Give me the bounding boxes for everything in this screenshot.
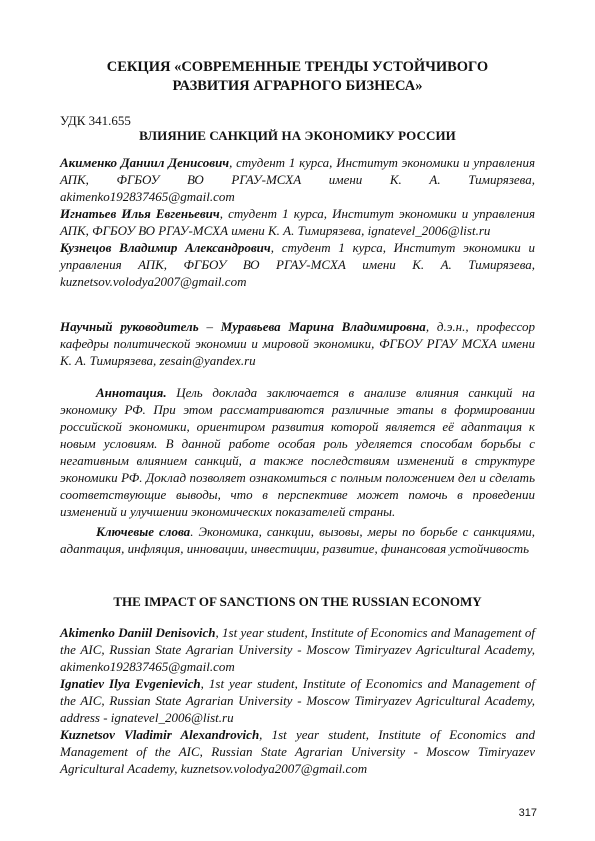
author-name-en: Kuznetsov Vladimir Alexandrovich — [60, 727, 260, 742]
author-name: Кузнецов Владимир Александрович — [60, 240, 271, 255]
author-name-en: Ignatiev Ilya Evgenievich — [60, 676, 201, 691]
abstract-label: Аннотация. — [96, 385, 167, 400]
supervisor-dash: – — [198, 319, 221, 334]
authors-en — [60, 624, 535, 777]
page-number: 317 — [518, 807, 537, 819]
keywords — [60, 523, 535, 557]
author-name: Игнатьев Илья Евгеньевич — [60, 206, 220, 221]
article-title-en: THE IMPACT OF SANCTIONS ON THE RUSSIAN ECONOMY — [113, 594, 482, 609]
section-title-line-1: СЕКЦИЯ «СОВРЕМЕННЫЕ ТРЕНДЫ УСТОЙЧИВОГО — [106, 59, 489, 75]
author-details: , студент 1 курса, Институт экономики и управления АПК, ФГБОУ ВО РГАУ-МСХА имени К. А. Тимирязева, akimenko192837465@gmail.com — [60, 155, 535, 204]
author-name-en: Akimenko Daniil Denisovich — [60, 625, 216, 640]
supervisor — [60, 318, 535, 369]
author-entry-en — [60, 675, 535, 726]
udc-code: УДК 341.655 — [60, 113, 131, 128]
supervisor-name: Муравьева Марина Владимировна — [220, 319, 426, 334]
author-details: , студент 1 курса, Институт экономики и управления АПК, ФГБОУ ВО РГАУ-МСХА имени К. А. Тимирязева, kuznetsov.volodya2007@gmail.com — [60, 240, 536, 289]
author-details-en: , 1st year student, Institute of Economics and Management of the AIC, Russian State Agrarian University - Moscow Timiryazev Agricultural Academy, address - ignatevel_2006@list.ru — [60, 676, 535, 725]
supervisor-details: , д.э.н., профессор кафедры политической экономии и мировой экономики, ФГБОУ РГАУ МСХА имени К. А. Тимирязева, zesain@yandex.ru — [60, 319, 535, 368]
author-entry-en — [60, 726, 535, 777]
author-name: Акименко Даниил Денисович — [60, 155, 230, 170]
article-title-ru: ВЛИЯНИЕ САНКЦИЙ НА ЭКОНОМИКУ РОССИИ — [139, 128, 456, 143]
section-title-line-2: РАЗВИТИЯ АГРАРНОГО БИЗНЕСА» — [172, 78, 423, 94]
abstract-text: Цель доклада заключается в анализе влияния санкций на экономику РФ. При этом рассматриваются различные этапы в формировании российской экономики, ориентиром развития которой является её адаптация к новым условиям. В данной работе особая роль уделяется способам борьбы с негативным влиянием санкций, а также последствиям изменений в структуре экономики РФ. Доклад позволяет ознакомиться с полным положением дел и сделать соответствующие выводы, что в перспективе может помочь в проведении изменений и улучшении экономических показателей страны. — [60, 385, 535, 519]
keywords-text: . Экономика, санкции, вызовы, меры по борьбе с санкциями, адаптация, инфляция, инновации, инвестиции, развитие, финансовая устойчивость — [60, 524, 535, 556]
author-entry — [60, 154, 535, 205]
abstract — [60, 384, 535, 520]
author-details-en: , 1st year student, Institute of Economics and Management of the AIC, Russian State Agrarian University - Moscow Timiryazev Agricultural Academy, kuznetsov.volodya2007@gmail.com — [60, 727, 535, 776]
author-entry — [60, 239, 535, 290]
author-entry-en — [60, 624, 535, 675]
section-title — [60, 58, 535, 96]
author-details: , студент 1 курса, Институт экономики и управления АПК, ФГБОУ ВО РГАУ-МСХА имени К. А. Тимирязева, ignatevel_2006@list.ru — [60, 206, 535, 238]
keywords-label: Ключевые слова — [96, 524, 191, 539]
authors-ru — [60, 154, 535, 290]
supervisor-label: Научный руководитель — [60, 319, 199, 334]
author-details-en: , 1st year student, Institute of Economics and Management of the AIC, Russian State Agrarian University - Moscow Timiryazev Agricultural Academy, akimenko192837465@gmail.com — [60, 625, 535, 674]
author-entry — [60, 205, 535, 239]
